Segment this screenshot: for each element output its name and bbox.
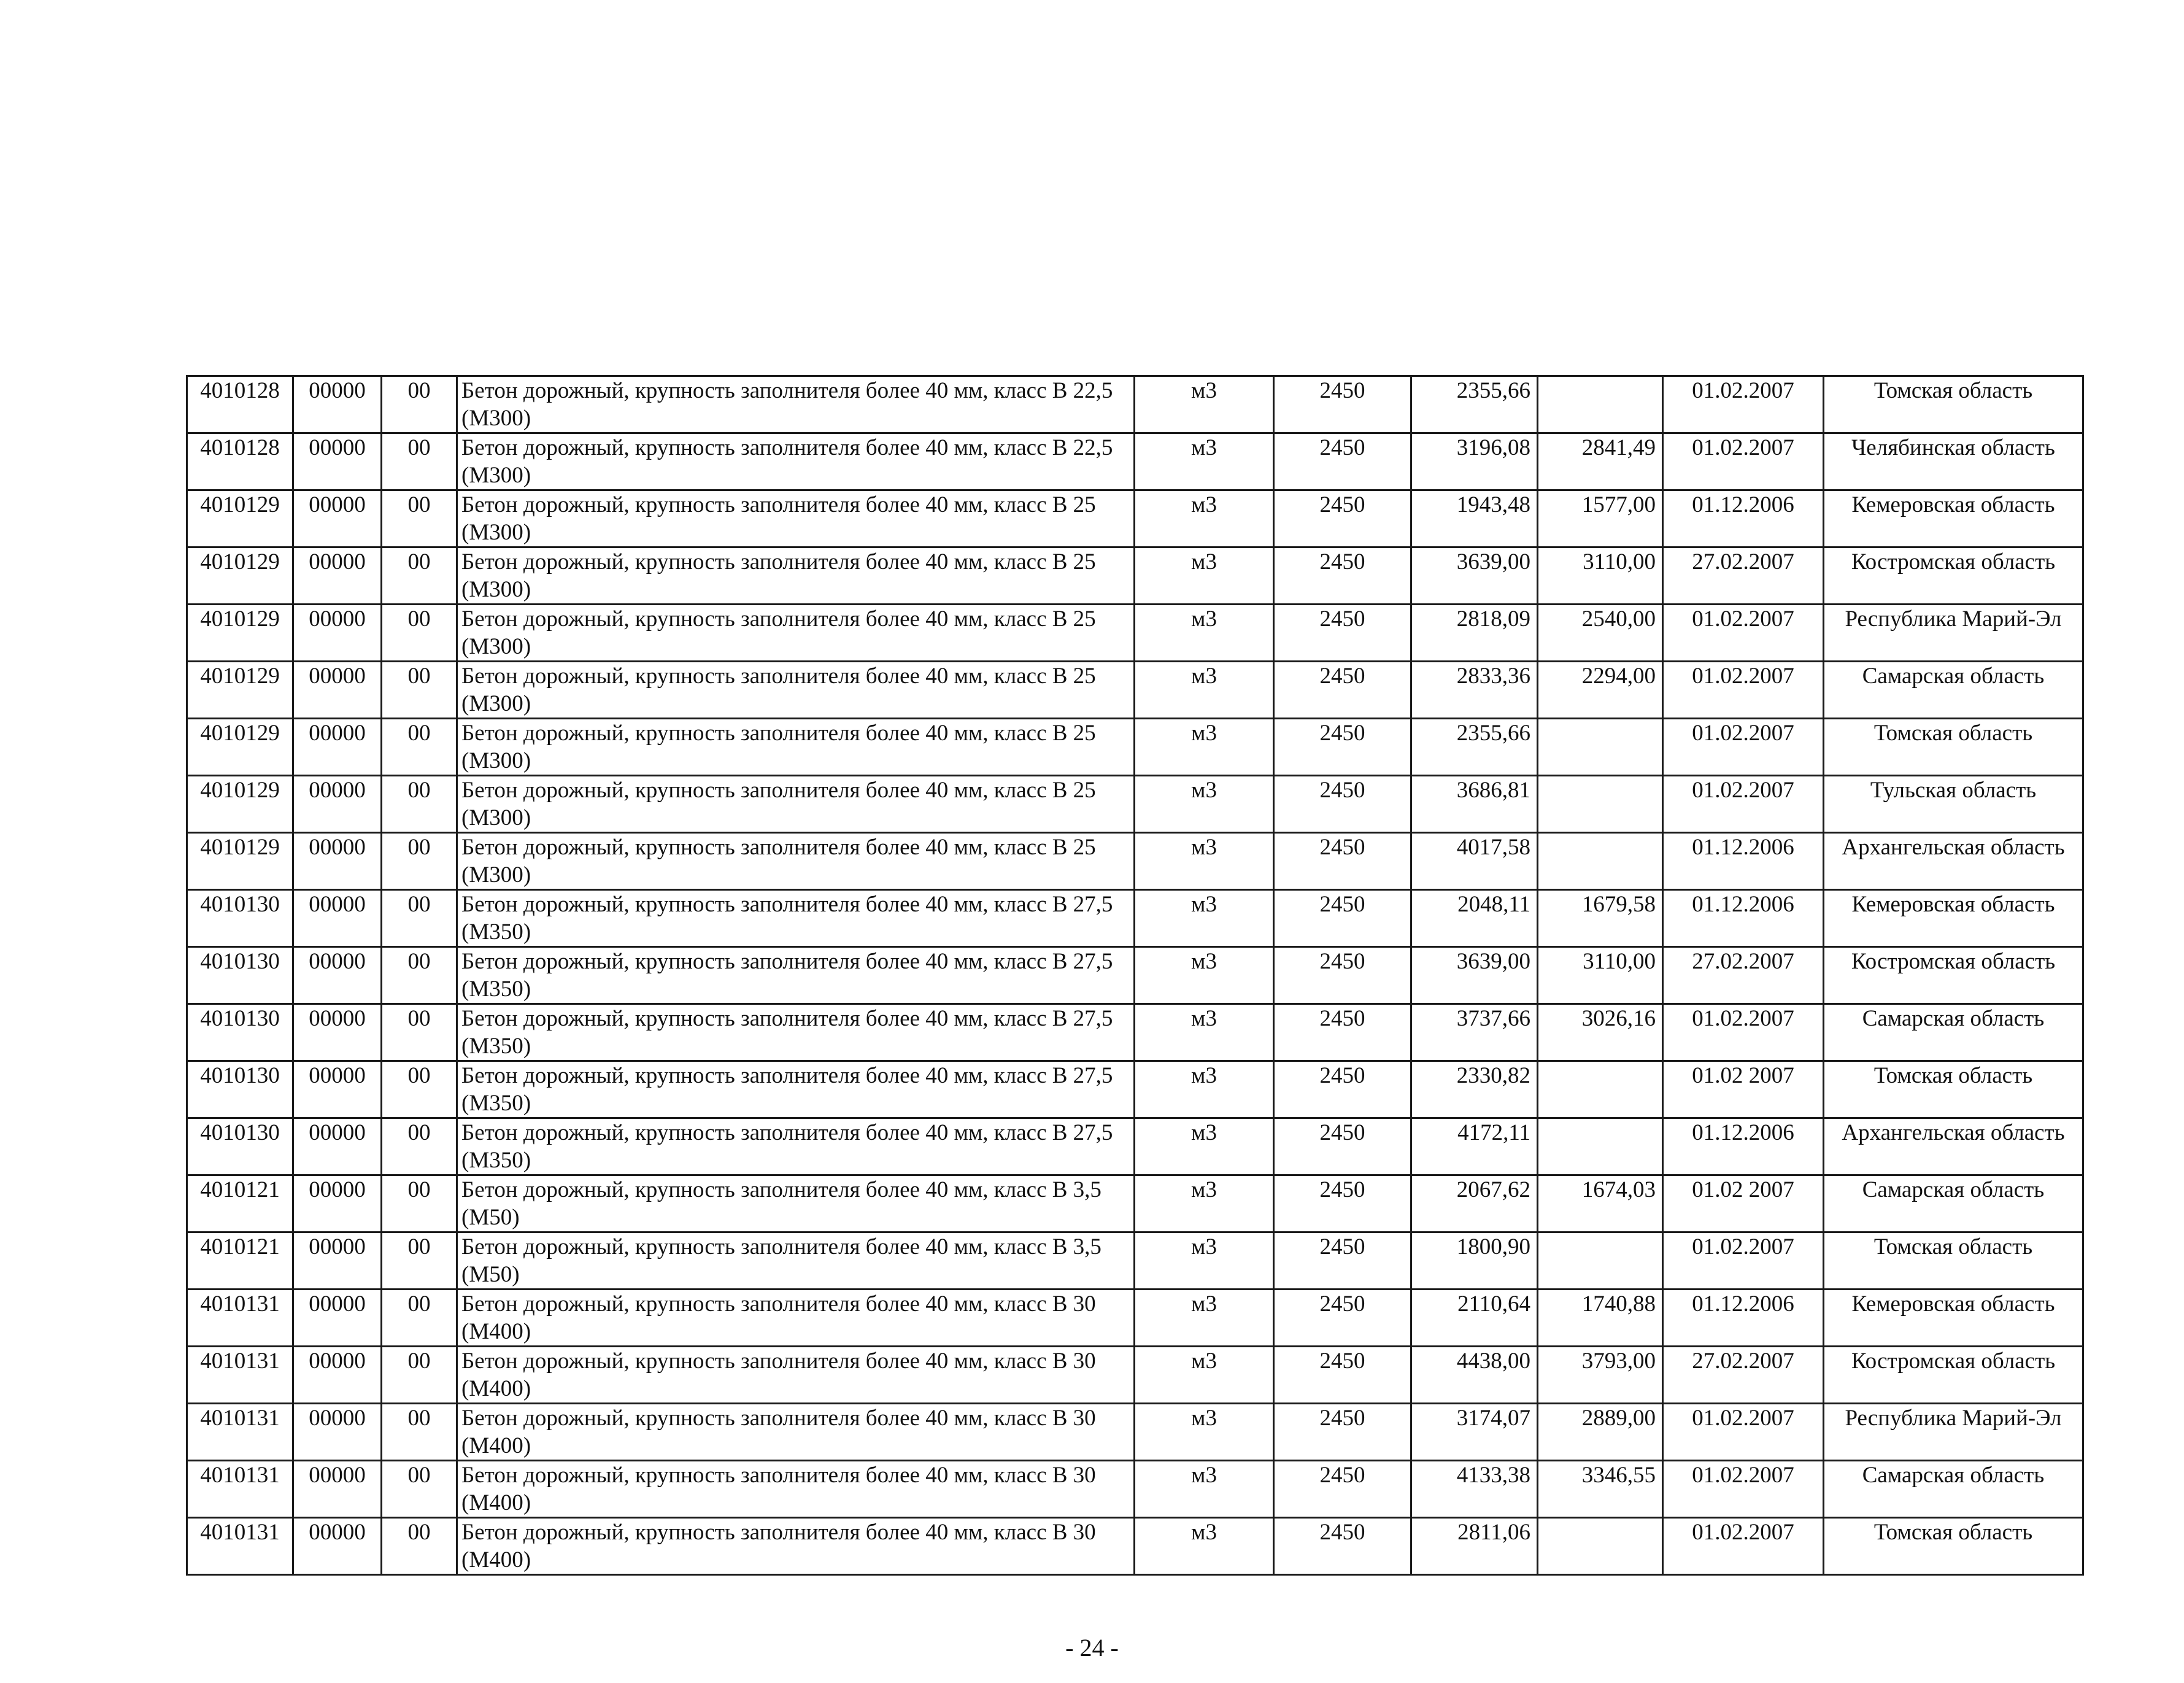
cell-subcode: 00000	[293, 1347, 382, 1404]
cell-name: Бетон дорожный, крупность заполнителя более 40 мм, класс В 25 (М300)	[457, 833, 1135, 890]
cell-region: Архангельская область	[1824, 1118, 2083, 1175]
cell-price-alt: 1679,58	[1538, 890, 1663, 947]
cell-date: 27.02.2007	[1663, 1347, 1824, 1404]
cell-price: 3639,00	[1411, 547, 1538, 605]
cell-code: 4010129	[187, 833, 293, 890]
cell-code: 4010129	[187, 490, 293, 547]
cell-subcode2: 00	[382, 1347, 457, 1404]
table-row	[187, 947, 2083, 1004]
table-row	[187, 376, 2083, 433]
cell-date: 01.02.2007	[1663, 1461, 1824, 1518]
cell-unit: м3	[1135, 890, 1274, 947]
cell-subcode2: 00	[382, 890, 457, 947]
cell-unit: м3	[1135, 776, 1274, 833]
cell-subcode2: 00	[382, 1404, 457, 1461]
cell-code: 4010131	[187, 1290, 293, 1347]
cell-name: Бетон дорожный, крупность заполнителя более 40 мм, класс В 25 (М300)	[457, 605, 1135, 662]
cell-unit: м3	[1135, 1061, 1274, 1118]
cell-name: Бетон дорожный, крупность заполнителя более 40 мм, класс В 30 (М400)	[457, 1347, 1135, 1404]
table-row	[187, 490, 2083, 547]
cell-subcode: 00000	[293, 490, 382, 547]
cell-number: 2450	[1274, 490, 1411, 547]
cell-number: 2450	[1274, 1461, 1411, 1518]
cell-unit: м3	[1135, 1290, 1274, 1347]
page-number: - 24 -	[1065, 1634, 1119, 1662]
cell-name: Бетон дорожный, крупность заполнителя более 40 мм, класс В 25 (М300)	[457, 776, 1135, 833]
cell-subcode: 00000	[293, 1290, 382, 1347]
cell-region: Республика Марий-Эл	[1824, 605, 2083, 662]
cell-price-alt	[1538, 776, 1663, 833]
cell-subcode2: 00	[382, 776, 457, 833]
cell-number: 2450	[1274, 1290, 1411, 1347]
cell-unit: м3	[1135, 1404, 1274, 1461]
cell-code: 4010128	[187, 376, 293, 433]
cell-subcode2: 00	[382, 1232, 457, 1290]
cell-price: 4172,11	[1411, 1118, 1538, 1175]
cell-subcode2: 00	[382, 1175, 457, 1232]
cell-name: Бетон дорожный, крупность заполнителя более 40 мм, класс В 30 (М400)	[457, 1461, 1135, 1518]
cell-price-alt: 1577,00	[1538, 490, 1663, 547]
cell-name: Бетон дорожный, крупность заполнителя более 40 мм, класс В 30 (М400)	[457, 1404, 1135, 1461]
cell-subcode2: 00	[382, 490, 457, 547]
cell-region: Костромская область	[1824, 1347, 2083, 1404]
cell-unit: м3	[1135, 433, 1274, 490]
cell-region: Костромская область	[1824, 547, 2083, 605]
cell-date: 01.02.2007	[1663, 776, 1824, 833]
cell-unit: м3	[1135, 376, 1274, 433]
cell-name: Бетон дорожный, крупность заполнителя более 40 мм, класс В 3,5 (М50)	[457, 1232, 1135, 1290]
cell-price-alt	[1538, 1232, 1663, 1290]
table-row	[187, 776, 2083, 833]
table-row	[187, 890, 2083, 947]
cell-price: 2048,11	[1411, 890, 1538, 947]
cell-unit: м3	[1135, 947, 1274, 1004]
cell-price: 3639,00	[1411, 947, 1538, 1004]
cell-number: 2450	[1274, 1347, 1411, 1404]
cell-region: Кемеровская область	[1824, 1290, 2083, 1347]
table-row	[187, 1461, 2083, 1518]
cell-price-alt	[1538, 1118, 1663, 1175]
cell-code: 4010131	[187, 1518, 293, 1575]
cell-unit: м3	[1135, 605, 1274, 662]
cell-region: Томская область	[1824, 1232, 2083, 1290]
cell-price-alt	[1538, 719, 1663, 776]
table-body	[187, 376, 2083, 1575]
cell-code: 4010130	[187, 1004, 293, 1061]
cell-region: Архангельская область	[1824, 833, 2083, 890]
cell-number: 2450	[1274, 1518, 1411, 1575]
cell-region: Самарская область	[1824, 1461, 2083, 1518]
cell-name: Бетон дорожный, крупность заполнителя более 40 мм, класс В 30 (М400)	[457, 1290, 1135, 1347]
cell-name: Бетон дорожный, крупность заполнителя более 40 мм, класс В 27,5 (М350)	[457, 1061, 1135, 1118]
cell-code: 4010129	[187, 719, 293, 776]
cell-subcode: 00000	[293, 890, 382, 947]
cell-subcode2: 00	[382, 547, 457, 605]
cell-code: 4010131	[187, 1404, 293, 1461]
cell-code: 4010130	[187, 947, 293, 1004]
cell-unit: м3	[1135, 1004, 1274, 1061]
cell-number: 2450	[1274, 947, 1411, 1004]
cell-date: 27.02.2007	[1663, 947, 1824, 1004]
cell-unit: м3	[1135, 1175, 1274, 1232]
cell-number: 2450	[1274, 719, 1411, 776]
cell-subcode2: 00	[382, 833, 457, 890]
cell-region: Республика Марий-Эл	[1824, 1404, 2083, 1461]
table-row	[187, 1175, 2083, 1232]
cell-subcode2: 00	[382, 1118, 457, 1175]
cell-code: 4010121	[187, 1232, 293, 1290]
cell-unit: м3	[1135, 1461, 1274, 1518]
cell-region: Томская область	[1824, 1518, 2083, 1575]
cell-subcode2: 00	[382, 1518, 457, 1575]
cell-region: Кемеровская область	[1824, 890, 2083, 947]
cell-subcode2: 00	[382, 1461, 457, 1518]
table-row	[187, 1518, 2083, 1575]
cell-price: 2330,82	[1411, 1061, 1538, 1118]
cell-date: 01.02 2007	[1663, 1061, 1824, 1118]
cell-code: 4010130	[187, 1061, 293, 1118]
cell-price: 2110,64	[1411, 1290, 1538, 1347]
table-row	[187, 662, 2083, 719]
cell-unit: м3	[1135, 1232, 1274, 1290]
cell-date: 27.02.2007	[1663, 547, 1824, 605]
cell-subcode: 00000	[293, 547, 382, 605]
cell-price-alt: 3026,16	[1538, 1004, 1663, 1061]
cell-price-alt: 2294,00	[1538, 662, 1663, 719]
cell-number: 2450	[1274, 1175, 1411, 1232]
cell-price: 1800,90	[1411, 1232, 1538, 1290]
cell-price: 4017,58	[1411, 833, 1538, 890]
cell-code: 4010130	[187, 890, 293, 947]
cell-name: Бетон дорожный, крупность заполнителя более 40 мм, класс В 22,5 (М300)	[457, 433, 1135, 490]
cell-name: Бетон дорожный, крупность заполнителя более 40 мм, класс В 25 (М300)	[457, 662, 1135, 719]
cell-code: 4010128	[187, 433, 293, 490]
cell-subcode2: 00	[382, 1004, 457, 1061]
cell-subcode2: 00	[382, 1061, 457, 1118]
cell-date: 01.12.2006	[1663, 890, 1824, 947]
table-row	[187, 719, 2083, 776]
cell-date: 01.12.2006	[1663, 490, 1824, 547]
cell-date: 01.12.2006	[1663, 833, 1824, 890]
cell-name: Бетон дорожный, крупность заполнителя более 40 мм, класс В 27,5 (М350)	[457, 1118, 1135, 1175]
cell-subcode: 00000	[293, 662, 382, 719]
cell-price-alt: 3346,55	[1538, 1461, 1663, 1518]
cell-price-alt: 3110,00	[1538, 947, 1663, 1004]
cell-price-alt	[1538, 833, 1663, 890]
cell-unit: м3	[1135, 547, 1274, 605]
cell-code: 4010129	[187, 547, 293, 605]
cell-name: Бетон дорожный, крупность заполнителя более 40 мм, класс В 27,5 (М350)	[457, 890, 1135, 947]
table-row	[187, 833, 2083, 890]
cell-subcode2: 00	[382, 1290, 457, 1347]
cell-price: 2355,66	[1411, 719, 1538, 776]
cell-price: 2833,36	[1411, 662, 1538, 719]
cell-price: 3737,66	[1411, 1004, 1538, 1061]
cell-number: 2450	[1274, 547, 1411, 605]
cell-region: Самарская область	[1824, 1175, 2083, 1232]
cell-number: 2450	[1274, 1232, 1411, 1290]
cell-price: 2067,62	[1411, 1175, 1538, 1232]
cell-number: 2450	[1274, 605, 1411, 662]
cell-unit: м3	[1135, 1118, 1274, 1175]
cell-region: Томская область	[1824, 719, 2083, 776]
cell-number: 2450	[1274, 1404, 1411, 1461]
cell-code: 4010131	[187, 1347, 293, 1404]
cell-name: Бетон дорожный, крупность заполнителя более 40 мм, класс В 3,5 (М50)	[457, 1175, 1135, 1232]
cell-date: 01.02.2007	[1663, 1004, 1824, 1061]
cell-price: 3196,08	[1411, 433, 1538, 490]
price-table	[186, 375, 2084, 1576]
cell-region: Самарская область	[1824, 1004, 2083, 1061]
cell-region: Томская область	[1824, 376, 2083, 433]
cell-date: 01.12.2006	[1663, 1118, 1824, 1175]
cell-subcode2: 00	[382, 947, 457, 1004]
table-row	[187, 1290, 2083, 1347]
cell-subcode: 00000	[293, 605, 382, 662]
cell-unit: м3	[1135, 490, 1274, 547]
cell-price: 2355,66	[1411, 376, 1538, 433]
cell-subcode2: 00	[382, 662, 457, 719]
cell-subcode: 00000	[293, 1118, 382, 1175]
cell-price-alt: 2540,00	[1538, 605, 1663, 662]
cell-name: Бетон дорожный, крупность заполнителя более 40 мм, класс В 22,5 (М300)	[457, 376, 1135, 433]
cell-region: Челябинская область	[1824, 433, 2083, 490]
cell-price: 4438,00	[1411, 1347, 1538, 1404]
cell-region: Тульская область	[1824, 776, 2083, 833]
cell-price-alt: 3793,00	[1538, 1347, 1663, 1404]
cell-name: Бетон дорожный, крупность заполнителя более 40 мм, класс В 25 (М300)	[457, 490, 1135, 547]
cell-price-alt: 2889,00	[1538, 1404, 1663, 1461]
cell-unit: м3	[1135, 1347, 1274, 1404]
cell-number: 2450	[1274, 1004, 1411, 1061]
table-row	[187, 1232, 2083, 1290]
cell-price: 2818,09	[1411, 605, 1538, 662]
cell-number: 2450	[1274, 376, 1411, 433]
cell-region: Томская область	[1824, 1061, 2083, 1118]
cell-region: Костромская область	[1824, 947, 2083, 1004]
cell-unit: м3	[1135, 662, 1274, 719]
cell-subcode: 00000	[293, 719, 382, 776]
cell-subcode: 00000	[293, 1175, 382, 1232]
cell-number: 2450	[1274, 662, 1411, 719]
cell-price-alt	[1538, 1518, 1663, 1575]
table-row	[187, 605, 2083, 662]
cell-subcode: 00000	[293, 1004, 382, 1061]
cell-name: Бетон дорожный, крупность заполнителя более 40 мм, класс В 27,5 (М350)	[457, 1004, 1135, 1061]
cell-name: Бетон дорожный, крупность заполнителя более 40 мм, класс В 25 (М300)	[457, 547, 1135, 605]
cell-price-alt: 2841,49	[1538, 433, 1663, 490]
cell-name: Бетон дорожный, крупность заполнителя более 40 мм, класс В 30 (М400)	[457, 1518, 1135, 1575]
table-row	[187, 1347, 2083, 1404]
cell-date: 01.12.2006	[1663, 1290, 1824, 1347]
cell-number: 2450	[1274, 1061, 1411, 1118]
cell-region: Самарская область	[1824, 662, 2083, 719]
cell-unit: м3	[1135, 833, 1274, 890]
cell-subcode: 00000	[293, 1061, 382, 1118]
cell-number: 2450	[1274, 833, 1411, 890]
cell-price-alt: 1740,88	[1538, 1290, 1663, 1347]
cell-date: 01.02.2007	[1663, 719, 1824, 776]
cell-region: Кемеровская область	[1824, 490, 2083, 547]
cell-date: 01.02.2007	[1663, 1404, 1824, 1461]
cell-price-alt	[1538, 376, 1663, 433]
cell-number: 2450	[1274, 776, 1411, 833]
cell-price-alt	[1538, 1061, 1663, 1118]
cell-unit: м3	[1135, 1518, 1274, 1575]
cell-subcode: 00000	[293, 1404, 382, 1461]
cell-subcode2: 00	[382, 433, 457, 490]
cell-price: 2811,06	[1411, 1518, 1538, 1575]
cell-subcode: 00000	[293, 376, 382, 433]
cell-price-alt: 3110,00	[1538, 547, 1663, 605]
cell-name: Бетон дорожный, крупность заполнителя более 40 мм, класс В 27,5 (М350)	[457, 947, 1135, 1004]
cell-subcode: 00000	[293, 1232, 382, 1290]
cell-date: 01.02.2007	[1663, 662, 1824, 719]
table-row	[187, 1404, 2083, 1461]
cell-code: 4010130	[187, 1118, 293, 1175]
cell-code: 4010129	[187, 776, 293, 833]
cell-code: 4010121	[187, 1175, 293, 1232]
cell-number: 2450	[1274, 1118, 1411, 1175]
cell-date: 01.02.2007	[1663, 1232, 1824, 1290]
cell-code: 4010131	[187, 1461, 293, 1518]
cell-subcode: 00000	[293, 947, 382, 1004]
cell-code: 4010129	[187, 662, 293, 719]
cell-date: 01.02.2007	[1663, 376, 1824, 433]
cell-subcode: 00000	[293, 833, 382, 890]
cell-number: 2450	[1274, 433, 1411, 490]
cell-price: 4133,38	[1411, 1461, 1538, 1518]
cell-subcode2: 00	[382, 376, 457, 433]
table-row	[187, 1118, 2083, 1175]
cell-unit: м3	[1135, 719, 1274, 776]
cell-code: 4010129	[187, 605, 293, 662]
table-row	[187, 433, 2083, 490]
cell-subcode: 00000	[293, 433, 382, 490]
table-row	[187, 547, 2083, 605]
table-row	[187, 1061, 2083, 1118]
cell-number: 2450	[1274, 890, 1411, 947]
cell-date: 01.02.2007	[1663, 1518, 1824, 1575]
table-row	[187, 1004, 2083, 1061]
cell-subcode: 00000	[293, 776, 382, 833]
cell-date: 01.02.2007	[1663, 605, 1824, 662]
cell-subcode2: 00	[382, 719, 457, 776]
cell-price-alt: 1674,03	[1538, 1175, 1663, 1232]
cell-price: 3686,81	[1411, 776, 1538, 833]
cell-date: 01.02.2007	[1663, 433, 1824, 490]
cell-name: Бетон дорожный, крупность заполнителя более 40 мм, класс В 25 (М300)	[457, 719, 1135, 776]
cell-subcode: 00000	[293, 1518, 382, 1575]
cell-subcode: 00000	[293, 1461, 382, 1518]
cell-subcode2: 00	[382, 605, 457, 662]
cell-price: 1943,48	[1411, 490, 1538, 547]
cell-date: 01.02 2007	[1663, 1175, 1824, 1232]
cell-price: 3174,07	[1411, 1404, 1538, 1461]
